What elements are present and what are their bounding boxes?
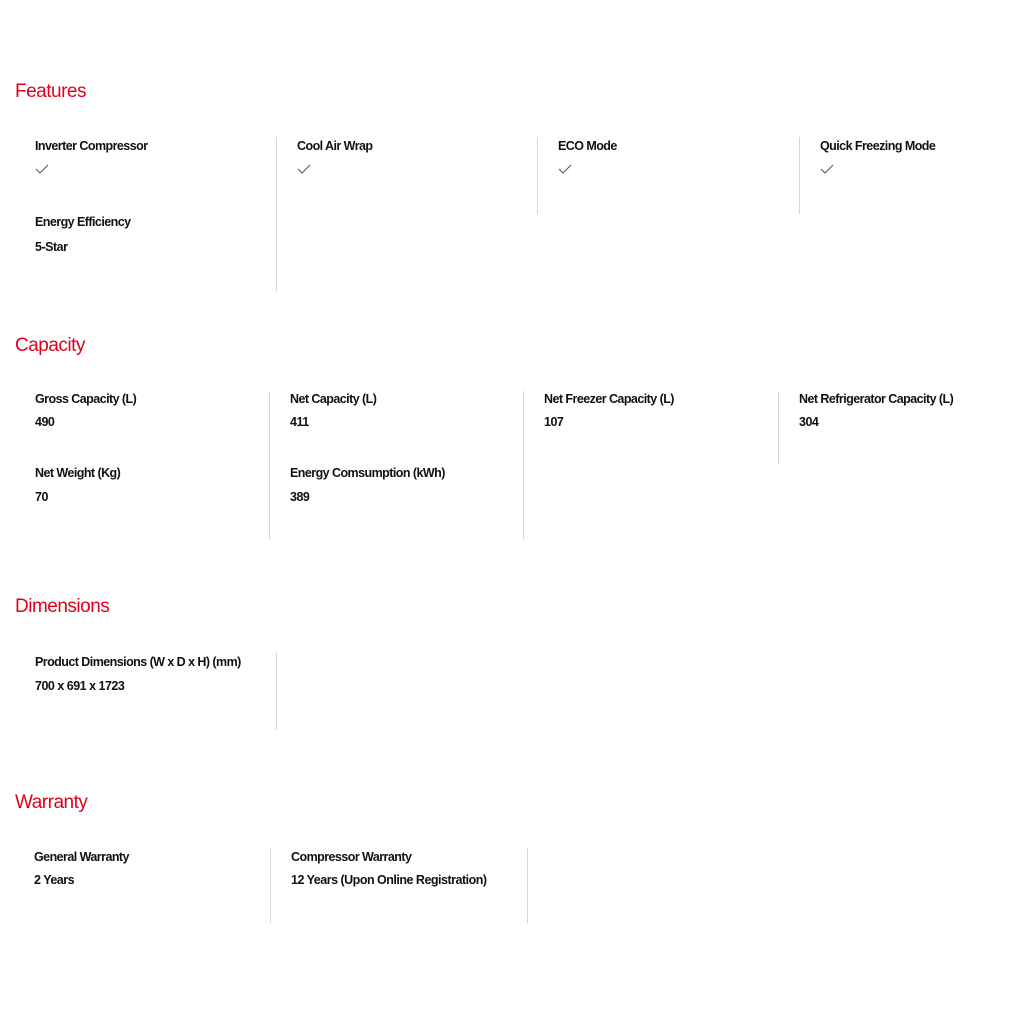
warranty-item-general — [14, 848, 270, 924]
spec-value: 2 Years — [34, 873, 75, 887]
feature-item-quick-freezing-mode — [800, 137, 1015, 217]
feature-item-inverter-compressor — [15, 137, 277, 292]
column-divider — [527, 848, 528, 923]
feature-value: 5-Star — [35, 240, 68, 254]
spec-value: 700 x 691 x 1723 — [35, 679, 125, 693]
warranty-item-compressor — [271, 848, 527, 924]
capacity-item-net — [270, 391, 523, 539]
feature-label: Energy Efficiency — [35, 215, 131, 229]
spec-value: 70 — [35, 490, 48, 504]
check-icon — [820, 164, 834, 174]
spec-label: Product Dimensions (W x D x H) (mm) — [35, 655, 241, 669]
spec-value: 304 — [799, 415, 819, 429]
dimensions-item-product — [15, 653, 276, 731]
spec-value: 411 — [290, 415, 309, 429]
feature-label: Quick Freezing Mode — [820, 139, 936, 153]
warranty-grid — [14, 848, 1014, 928]
capacity-item-net-refrigerator — [779, 391, 1015, 466]
spec-label: General Warranty — [34, 850, 129, 864]
spec-value: 389 — [290, 490, 310, 504]
spec-value: 490 — [35, 415, 55, 429]
dimensions-grid — [15, 653, 1015, 733]
features-heading: Features — [15, 81, 86, 102]
check-icon — [35, 164, 49, 174]
capacity-item-net-freezer — [524, 391, 778, 466]
spec-label: Net Capacity (L) — [290, 392, 377, 406]
spec-value: 12 Years (Upon Online Registration) — [291, 873, 487, 887]
feature-label: ECO Mode — [558, 139, 617, 153]
feature-label: Cool Air Wrap — [297, 139, 373, 153]
spec-label: Net Refrigerator Capacity (L) — [799, 392, 954, 406]
capacity-heading: Capacity — [15, 335, 85, 356]
spec-value: 107 — [544, 415, 564, 429]
spec-label: Energy Comsumption (kWh) — [290, 466, 445, 480]
check-icon — [297, 164, 311, 174]
capacity-grid — [15, 391, 1015, 541]
spec-label: Net Freezer Capacity (L) — [544, 392, 674, 406]
check-icon — [558, 164, 572, 174]
capacity-item-gross — [15, 391, 269, 539]
spec-label: Gross Capacity (L) — [35, 392, 137, 406]
dimensions-heading: Dimensions — [15, 596, 110, 617]
feature-label: Inverter Compressor — [35, 139, 148, 153]
features-grid — [15, 137, 1015, 297]
warranty-heading: Warranty — [15, 792, 88, 813]
spec-label: Net Weight (Kg) — [35, 466, 121, 480]
feature-item-eco-mode — [538, 137, 799, 217]
feature-item-cool-air-wrap — [277, 137, 538, 217]
column-divider — [276, 653, 277, 730]
spec-label: Compressor Warranty — [291, 850, 412, 864]
